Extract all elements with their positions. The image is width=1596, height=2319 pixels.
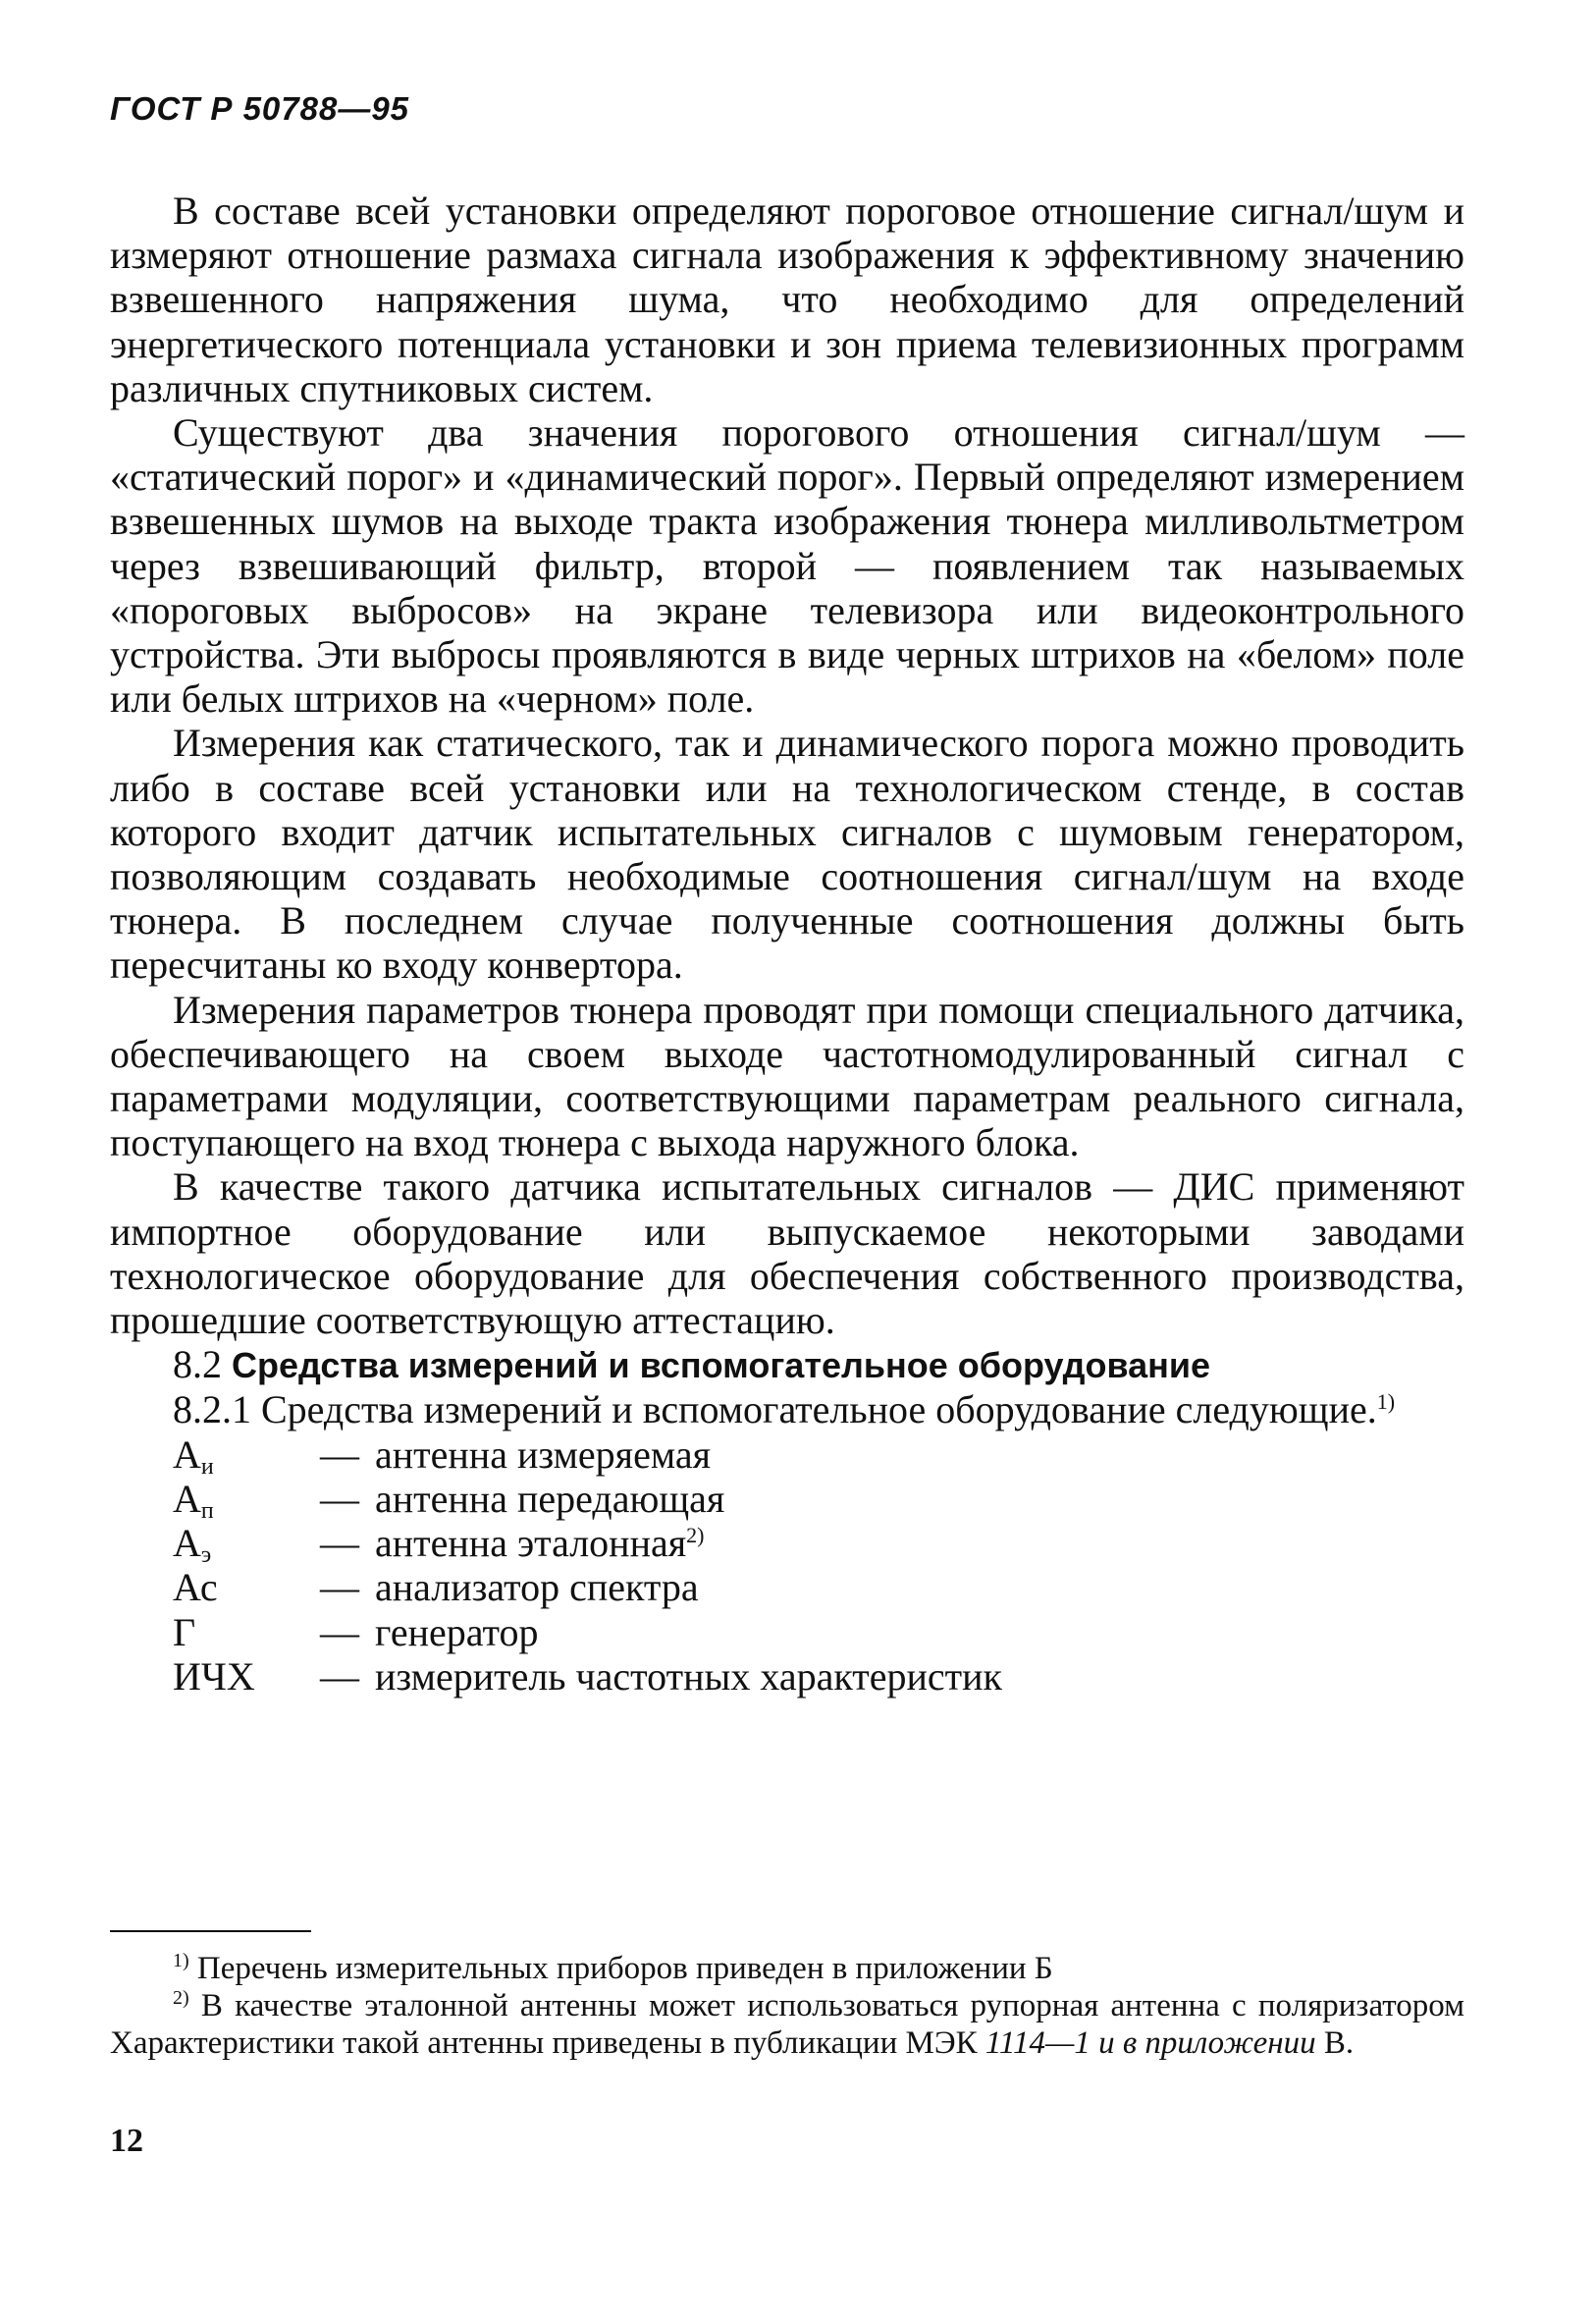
footnote-2: $^{2)}$ В качестве эталонной антенны может использоваться рупорная антенна с поляризатором Характеристики такой антенны приведены в публикации МЭК 1114—1 и в приложении В.: [110, 1987, 1464, 2061]
dash: —: [320, 1521, 359, 1566]
footnote-ref: 2): [686, 1523, 705, 1548]
equipment-description: генератор: [375, 1609, 539, 1654]
document-header: ГОСТ Р 50788—95: [110, 90, 410, 127]
equipment-symbol: Ас: [173, 1565, 218, 1610]
equipment-symbol: ИЧХ: [173, 1653, 255, 1699]
equipment-item: [110, 1431, 1464, 1480]
paragraph: В качестве такого датчика испытательных сигналов — ДИС применяют импортное оборудование или выпускаемое некоторыми заводами технологическое оборудование для обеспечения собственного производства, прошедшие соответствующую аттестацию.: [110, 1164, 1464, 1343]
equipment-description: антенна эталонная$^{2)}$: [375, 1521, 705, 1566]
equipment-item: [110, 1521, 1464, 1569]
dash: —: [320, 1653, 359, 1699]
section-heading: [110, 1342, 1464, 1387]
equipment-symbol: $А_п$: [173, 1476, 214, 1524]
main-text: [110, 189, 1464, 1699]
footnote-divider: [110, 1930, 311, 1932]
paragraph: Существуют два значения порогового отношения сигнал/шум — «статический порог» и «динамический порог». Первый определяют измерением взвешенных шумов на выходе тракта изображения тюнера милливольтметром через взвешивающий фильтр, второй — появлением так называемых «пороговых выбросов» на экране телевизора или видеоконтрольного устройства. Эти выбросы проявляются в виде черных штрихов на «белом» поле или белых штрихов на «черном» поле.: [110, 410, 1464, 722]
equipment-item: [110, 1565, 1464, 1609]
footnote-ref: 1): [1376, 1389, 1396, 1415]
equipment-symbol: $А_э$: [173, 1521, 212, 1569]
equipment-description: антенна передающая: [375, 1476, 725, 1521]
equipment-item: [110, 1610, 1464, 1654]
page-number: 12: [110, 2123, 143, 2159]
paragraph: В составе всей установки определяют пороговое отношение сигнал/шум и измеряют отношение размаха сигнала изображения к эффективному значению взвешенного напряжения шума, что необходимо для определений энергетического потенциала установки и зон приема телевизионных программ различных спутниковых систем.: [110, 189, 1464, 410]
footnotes: [110, 1950, 1464, 2062]
equipment-list: [110, 1432, 1464, 1699]
subsection-text: 8.2.1 Средства измерений и вспомогательное оборудование следующие.$^{1)}$: [173, 1387, 1396, 1432]
dash: —: [320, 1431, 359, 1477]
dash: —: [320, 1476, 359, 1521]
footnote-1: $^{1)}$ Перечень измерительных приборов приведен в приложении Б: [173, 1950, 1053, 1986]
section-number: 8.2: [173, 1342, 222, 1387]
dash: —: [320, 1609, 359, 1654]
equipment-description: измеритель частотных характеристик: [375, 1653, 1002, 1699]
paragraph: Измерения как статического, так и динамического порога можно проводить либо в составе всей установки или на технологическом стенде, в состав которого входит датчик испытательных сигналов с шумовым генератором, позволяющим создавать необходимые соотношения сигнал/шум на входе тюнера. В последнем случае полученные соотношения должны быть пересчитаны ко входу конвертора.: [110, 721, 1464, 988]
equipment-item: [110, 1654, 1464, 1699]
equipment-description: анализатор спектра: [375, 1565, 699, 1610]
dash: —: [320, 1565, 359, 1610]
equipment-description: антенна измеряемая: [375, 1431, 712, 1477]
equipment-symbol: $А_и$: [173, 1431, 214, 1480]
section-title: Средства измерений и вспомогательное оборудование: [232, 1345, 1211, 1386]
equipment-item: [110, 1476, 1464, 1524]
paragraph: Измерения параметров тюнера проводят при помощи специального датчика, обеспечивающего на своем выходе частотномодулированный сигнал с параметрами модуляции, соответствующими параметрам реального сигнала, поступающего на вход тюнера с выхода наружного блока.: [110, 987, 1464, 1165]
equipment-symbol: Г: [173, 1609, 196, 1654]
